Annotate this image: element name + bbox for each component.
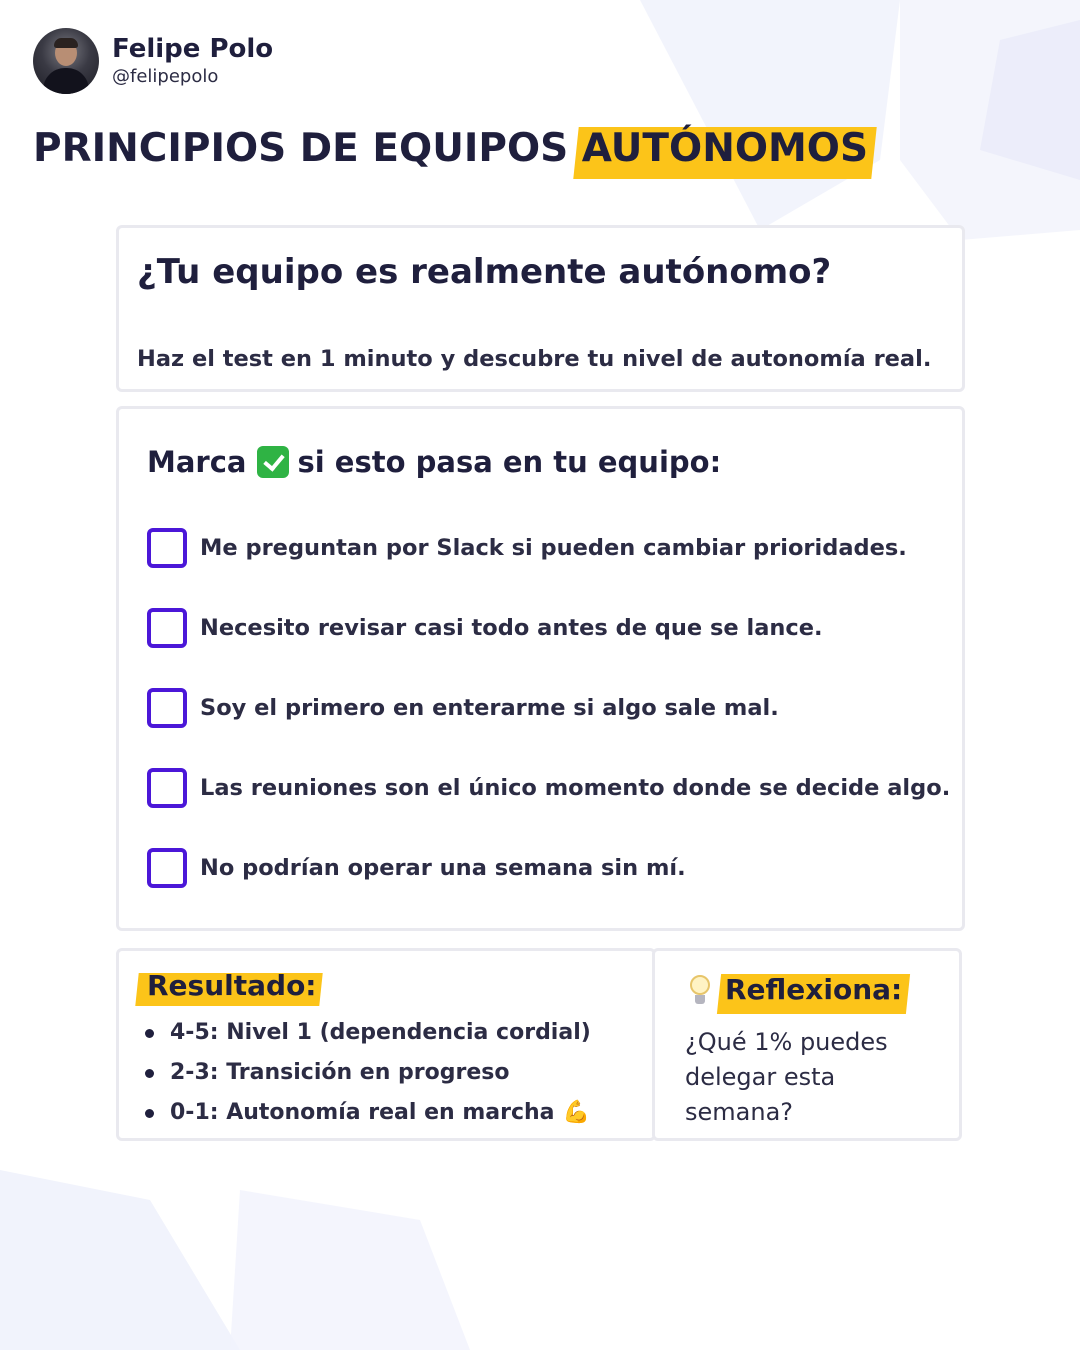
page-title-part1: PRINCIPIOS DE EQUIPOS bbox=[33, 126, 569, 171]
bullet-icon bbox=[145, 1029, 154, 1038]
author-header bbox=[33, 28, 273, 94]
checklist-item-label: Me preguntan por Slack si pueden cambiar prioridades. bbox=[200, 535, 907, 561]
page-title-highlight: AUTÓNOMOS bbox=[581, 126, 869, 171]
checklist-item[interactable] bbox=[147, 768, 950, 808]
reflect-text: ¿Qué 1% puedes delegar esta semana? bbox=[685, 1028, 888, 1126]
checklist-heading bbox=[147, 445, 721, 479]
result-title bbox=[147, 969, 317, 1002]
checkbox[interactable] bbox=[147, 848, 187, 888]
checklist-item-label: Las reuniones son el único momento donde se decide algo. bbox=[200, 775, 951, 801]
checklist-item[interactable] bbox=[147, 688, 779, 728]
check-mark-icon bbox=[257, 446, 289, 478]
intro-subtitle: Haz el test en 1 minuto y descubre tu nivel de autonomía real. bbox=[137, 346, 932, 372]
author-name: Felipe Polo bbox=[112, 34, 274, 64]
author-handle: @felipepolo bbox=[112, 66, 219, 87]
bullet-icon bbox=[145, 1109, 154, 1118]
result-title-text: Resultado: bbox=[147, 969, 317, 1002]
reflect-title: Reflexiona: bbox=[725, 973, 903, 1006]
intro-heading: ¿Tu equipo es realmente autónomo? bbox=[137, 252, 832, 292]
result-item-text: 4-5: Nivel 1 (dependencia cordial) bbox=[170, 1020, 591, 1045]
lightbulb-icon bbox=[689, 975, 711, 1005]
checklist-item-label: No podrían operar una semana sin mí. bbox=[200, 855, 686, 881]
checkbox[interactable] bbox=[147, 688, 187, 728]
list-item bbox=[145, 1093, 591, 1133]
checkbox[interactable] bbox=[147, 768, 187, 808]
checklist-item-label: Soy el primero en enterarme si algo sale mal. bbox=[200, 695, 779, 721]
checklist-item-label: Necesito revisar casi todo antes de que se lance. bbox=[200, 615, 823, 641]
checklist-card bbox=[116, 406, 965, 931]
list-item bbox=[145, 1013, 591, 1053]
result-item-text: 0-1: Autonomía real en marcha bbox=[170, 1100, 555, 1125]
checklist-heading-after: si esto pasa en tu equipo: bbox=[297, 445, 722, 479]
checklist-item[interactable] bbox=[147, 608, 823, 648]
checklist-item[interactable] bbox=[147, 528, 907, 568]
page-title bbox=[33, 126, 868, 171]
bullet-icon bbox=[145, 1069, 154, 1078]
reflect-heading bbox=[689, 973, 902, 1006]
checklist-heading-before: Marca bbox=[147, 445, 247, 479]
checklist-item[interactable] bbox=[147, 848, 686, 888]
checkbox[interactable] bbox=[147, 608, 187, 648]
result-list bbox=[145, 1013, 591, 1133]
result-card bbox=[116, 948, 656, 1141]
flexed-bicep-icon: 💪 bbox=[562, 1100, 590, 1125]
result-item-text: 2-3: Transición en progreso bbox=[170, 1060, 510, 1085]
reflect-card bbox=[652, 948, 962, 1141]
avatar[interactable] bbox=[33, 28, 99, 94]
list-item bbox=[145, 1053, 591, 1093]
checkbox[interactable] bbox=[147, 528, 187, 568]
intro-card bbox=[116, 225, 965, 392]
